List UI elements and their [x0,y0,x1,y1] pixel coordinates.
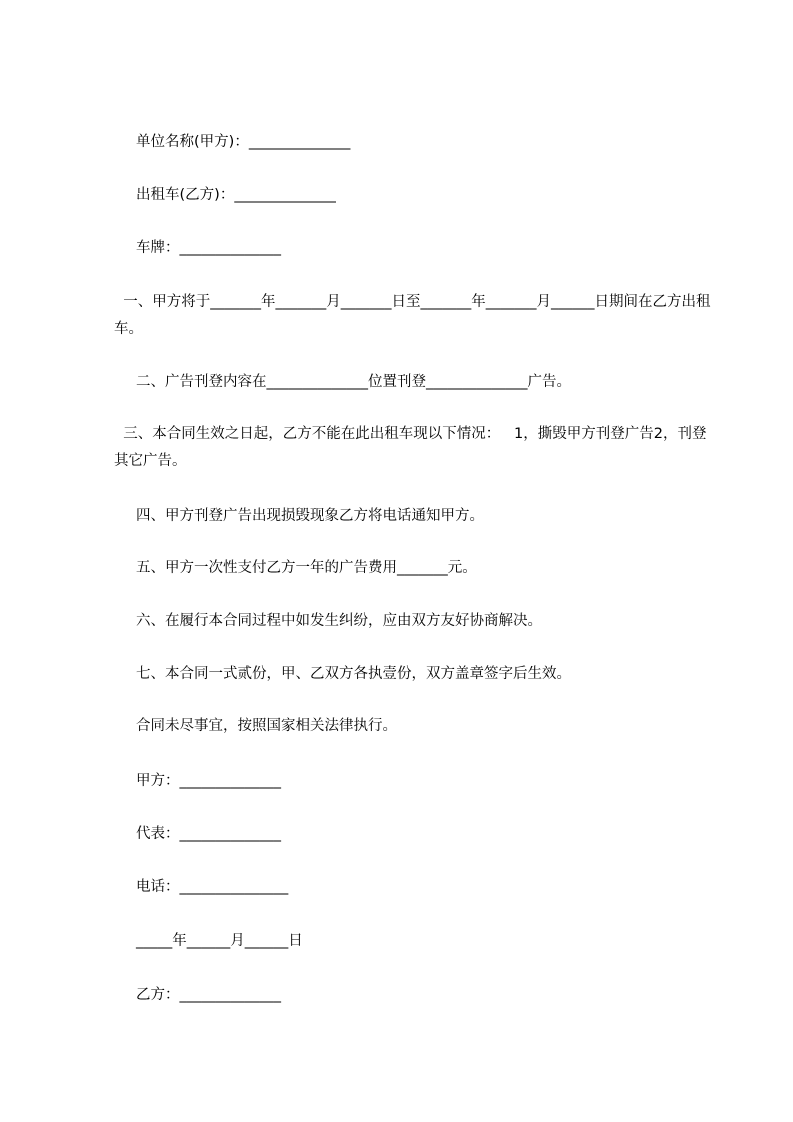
clause-2-ad-content: 二、广告刊登内容在______________位置刊登______________广告。 [136,374,571,390]
license-plate-line: 车牌：______________ [136,240,281,256]
signature-party-b: 乙方：______________ [136,987,281,1003]
clause-5-ad-fee: 五、甲方一次性支付乙方一年的广告费用_______元。 [136,560,477,576]
signature-representative: 代表：______________ [136,826,281,842]
signature-date: _____年______月______日 [136,933,303,949]
signature-phone: 电话：_______________ [136,879,289,895]
party-a-unit-name-line: 单位名称(甲方)：______________ [136,134,351,150]
taxi-party-b-line: 出租车(乙方)：______________ [136,187,336,203]
clause-4-damage-notice: 四、甲方刊登广告出现损毁现象乙方将电话通知甲方。 [136,508,484,524]
clause-3-prohibitions: 三、本合同生效之日起，乙方不能在此出租车现以下情况： 1，撕毁甲方刊登广告2，刊登其它广告。 [114,426,707,469]
clause-6-dispute-resolution: 六、在履行本合同过程中如发生纠纷，应由双方友好协商解决。 [136,613,542,629]
signature-party-a: 甲方：______________ [136,773,281,789]
clause-7-copies-effective: 七、本合同一式贰份，甲、乙双方各执壹份，双方盖章签字后生效。 [136,666,571,682]
closing-note: 合同未尽事宜，按照国家相关法律执行。 [136,718,397,734]
clause-1-rental-period: 一、甲方将于_______年_______月_______日至_______年_______月______日期间在乙方出租车。 [114,294,711,337]
